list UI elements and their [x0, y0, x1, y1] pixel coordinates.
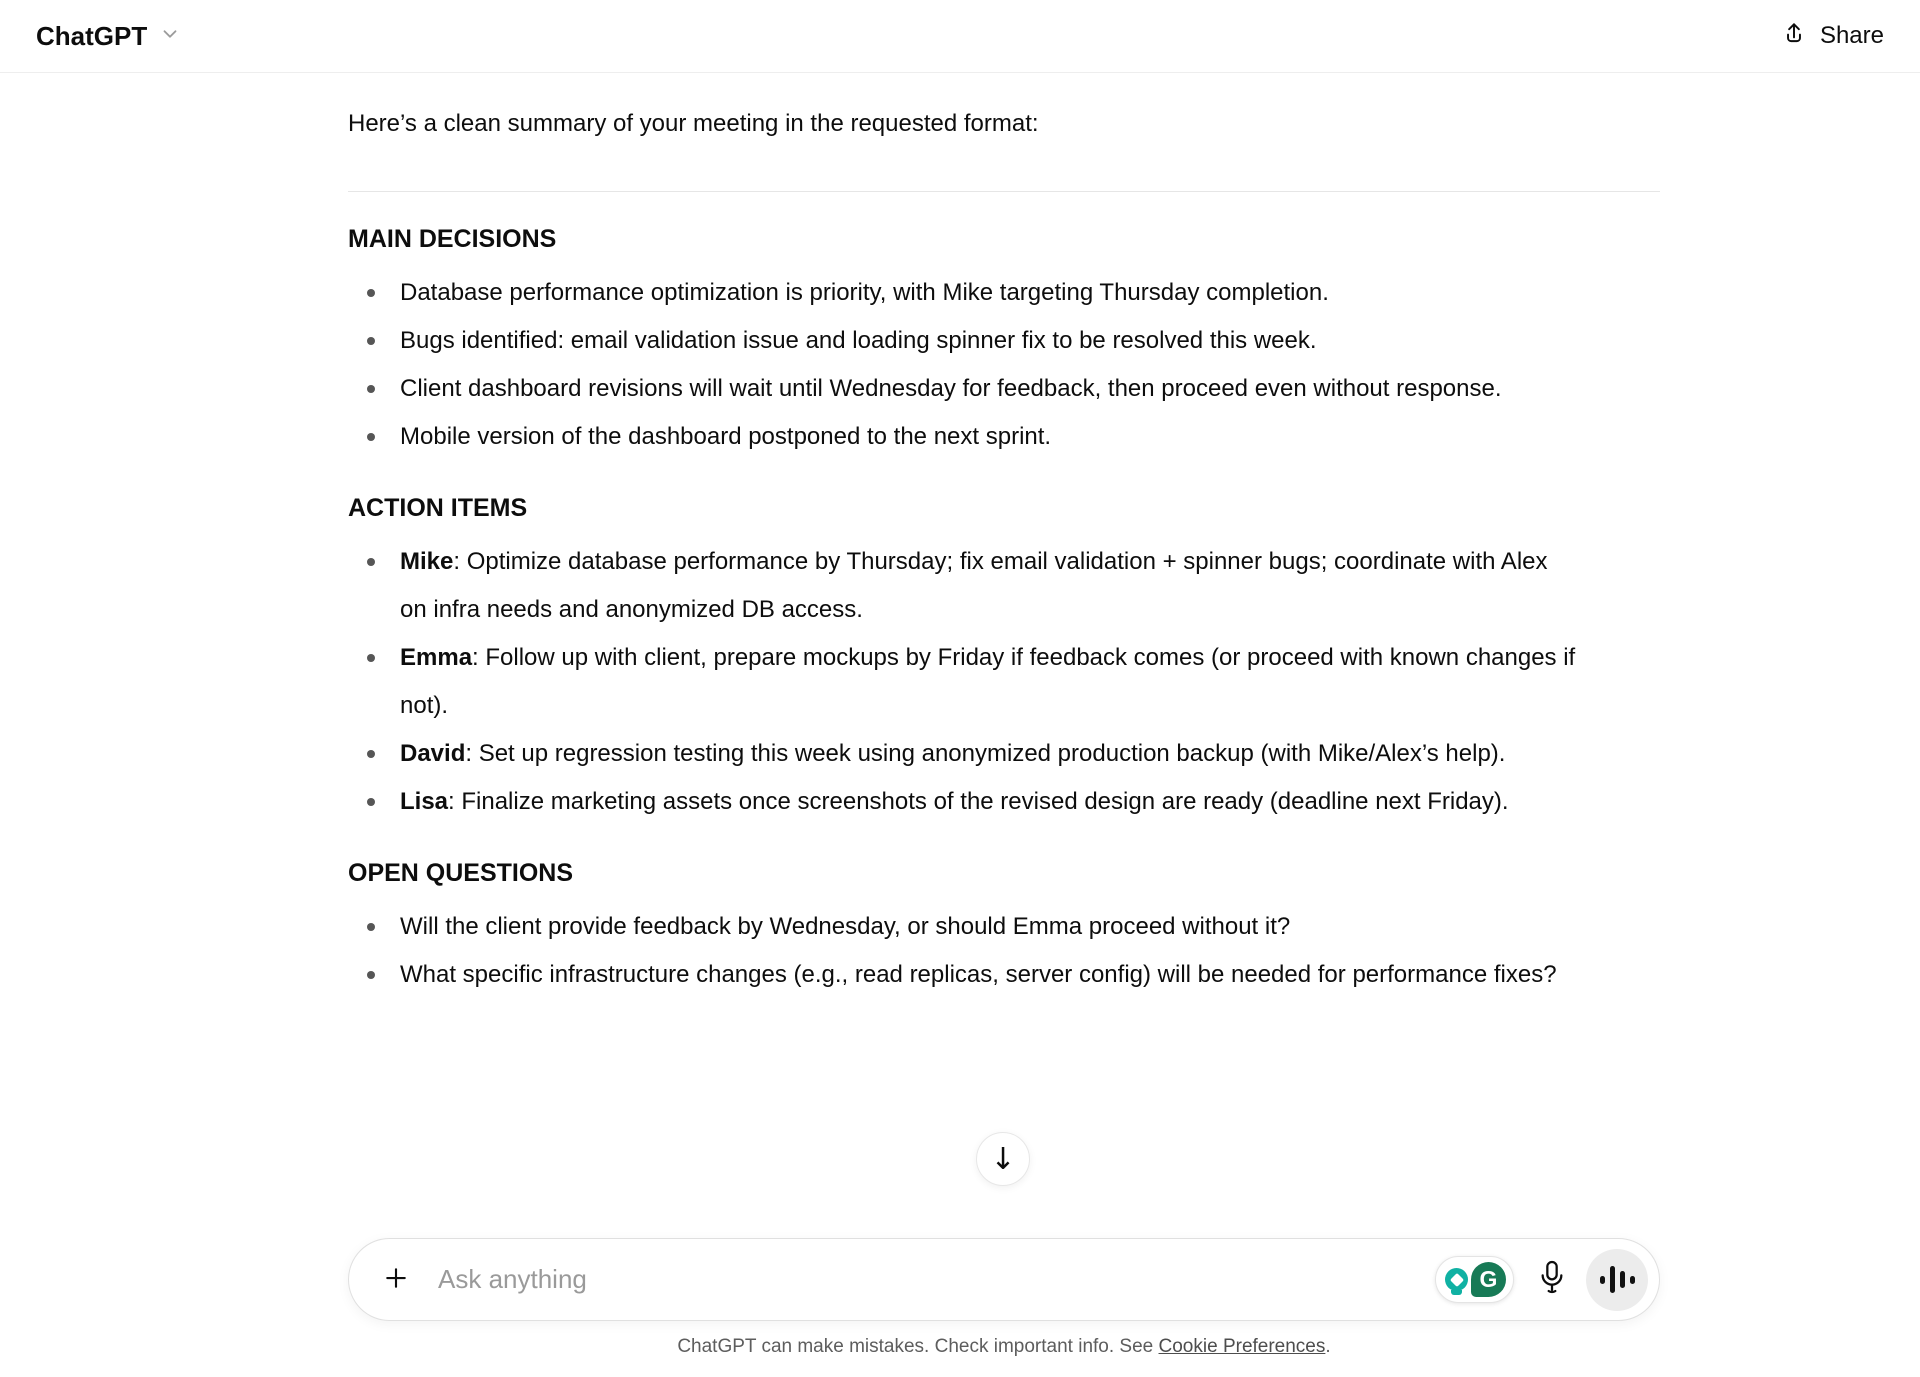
open-questions-list [348, 903, 1660, 999]
list-item [348, 778, 1580, 826]
section-title-open-questions: OPEN QUESTIONS [348, 859, 574, 887]
voice-mode-button[interactable] [1586, 1249, 1648, 1311]
grammarly-extension-badge[interactable] [1435, 1256, 1514, 1303]
model-selector-button[interactable] [28, 15, 189, 58]
disclaimer-period: . [1325, 1336, 1331, 1357]
scroll-to-bottom-button[interactable] [976, 1132, 1030, 1186]
action-text: : Finalize marketing assets once screenshots of the revised design are ready (deadline next Friday). [448, 788, 1509, 815]
action-items-list [348, 538, 1660, 826]
list-item [348, 730, 1580, 778]
list-item: Bugs identified: email validation issue and loading spinner fix to be resolved this week. [348, 317, 1580, 365]
disclaimer-text: ChatGPT can make mistakes. Check important info. See [677, 1336, 1159, 1357]
share-button[interactable] [1777, 14, 1888, 59]
plus-icon [381, 1263, 411, 1296]
microphone-icon [1536, 1258, 1568, 1301]
section-divider [348, 191, 1660, 192]
list-item: Will the client provide feedback by Wednesday, or should Emma proceed without it? [348, 903, 1580, 951]
app-title: ChatGPT [36, 20, 148, 51]
message-intro: Here’s a clean summary of your meeting in the requested format: [348, 110, 1039, 137]
section-title-action-items: ACTION ITEMS [348, 494, 528, 522]
composer-area [348, 1238, 1660, 1377]
list-item: Database performance optimization is priority, with Mike targeting Thursday completion. [348, 269, 1580, 317]
assignee-name: Lisa [400, 788, 449, 815]
grammarly-bulb-icon [1445, 1268, 1468, 1291]
scroll-down-arrow-icon: ↓ [990, 1141, 1016, 1177]
disclaimer [348, 1336, 1660, 1358]
cookie-preferences-link[interactable]: Cookie Preferences [1158, 1336, 1326, 1357]
action-text: : Follow up with client, prepare mockups by Friday if feedback comes (or proceed with known changes if not). [400, 644, 1576, 719]
main-decisions-list [348, 269, 1660, 461]
share-label: Share [1819, 22, 1884, 49]
list-item: Mobile version of the dashboard postponed to the next sprint. [348, 413, 1580, 461]
assistant-message [348, 109, 1660, 999]
list-item [348, 634, 1580, 730]
share-upload-icon [1781, 20, 1807, 53]
section-title-main-decisions: MAIN DECISIONS [348, 225, 557, 253]
assignee-name: Mike [400, 548, 454, 575]
composer-input[interactable] [436, 1263, 1435, 1296]
assignee-name: David [400, 740, 466, 767]
action-text: : Set up regression testing this week using anonymized production backup (with Mike/Alex’s help). [465, 740, 1506, 767]
voice-waveform-icon [1600, 1276, 1605, 1284]
top-bar [0, 0, 1920, 73]
list-item: What specific infrastructure changes (e.g., read replicas, server config) will be needed for performance fixes? [348, 951, 1580, 999]
assignee-name: Emma [400, 644, 473, 671]
list-item [348, 538, 1580, 634]
grammarly-g-icon: G [1471, 1262, 1506, 1297]
action-text: : Optimize database performance by Thursday; fix email validation + spinner bugs; coordinate with Alex on infra needs and anonymized DB access. [400, 548, 1548, 623]
composer [348, 1238, 1660, 1321]
attach-button[interactable] [373, 1257, 419, 1303]
list-item: Client dashboard revisions will wait until Wednesday for feedback, then proceed even without response. [348, 365, 1580, 413]
dictate-button[interactable] [1530, 1253, 1574, 1307]
chevron-down-icon [159, 21, 181, 52]
